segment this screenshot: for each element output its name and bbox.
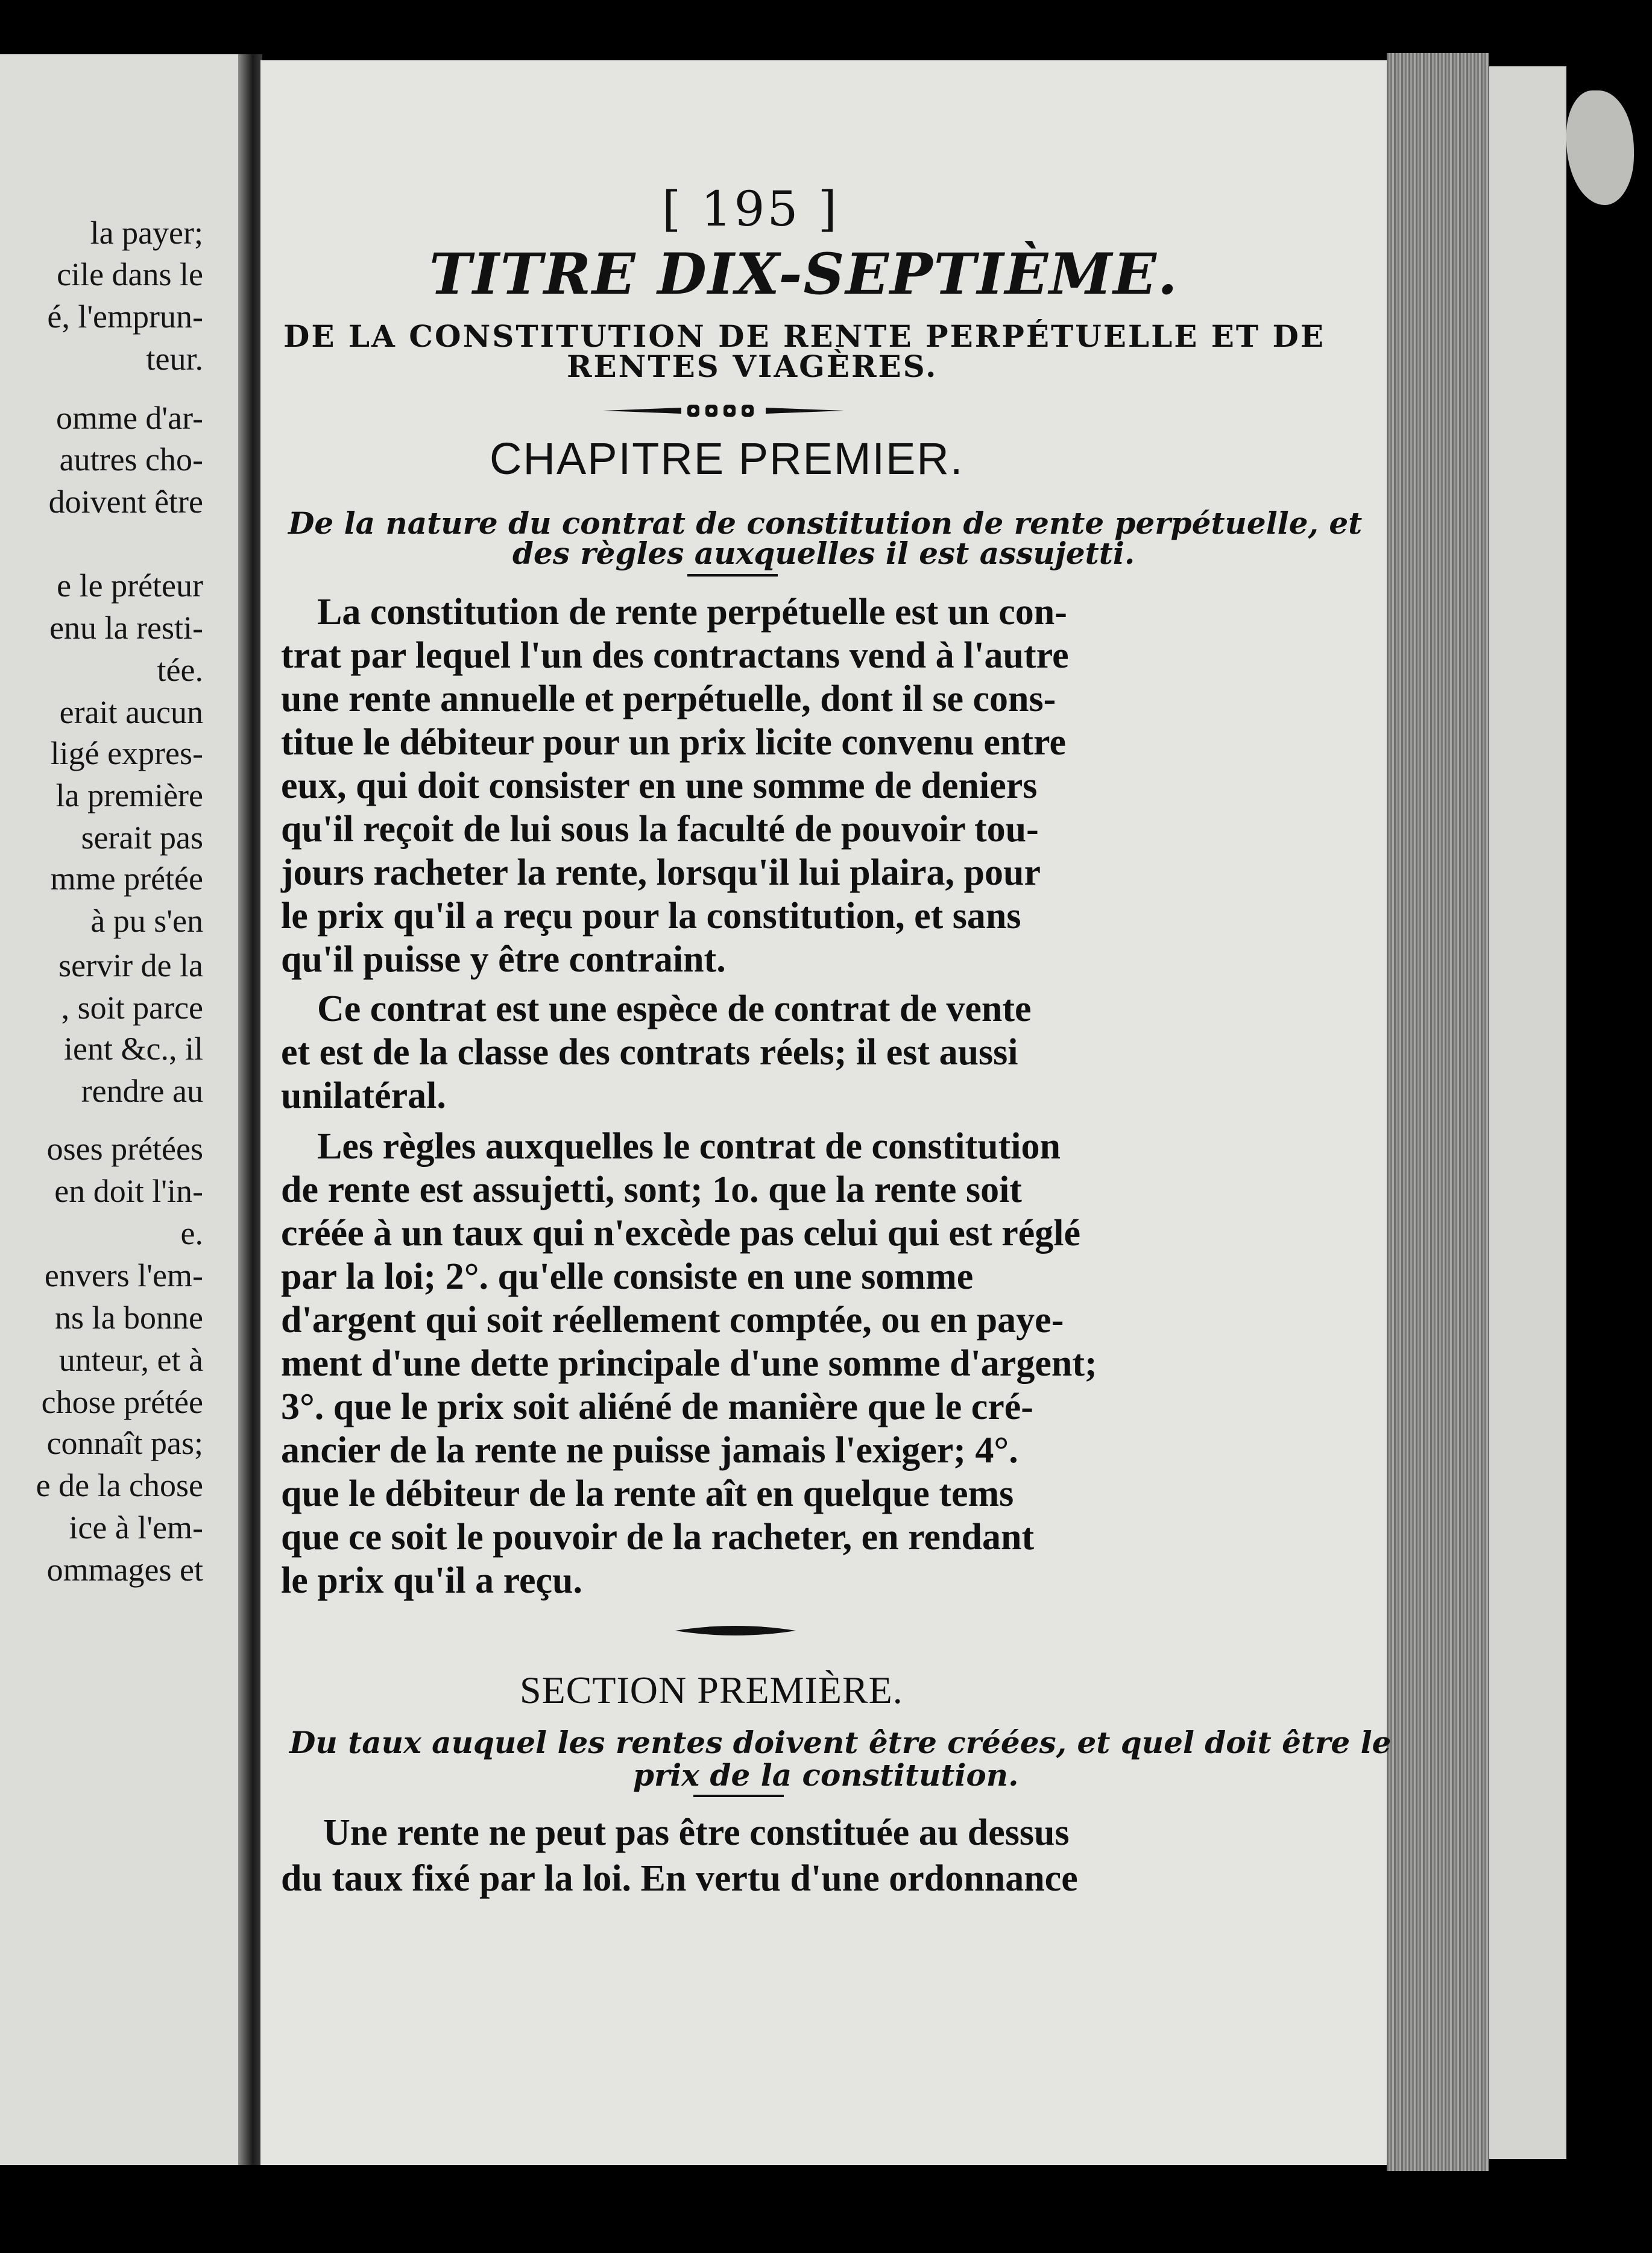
left-page-text-line: ns la bonne <box>55 1300 203 1336</box>
chapter-description-line: De la nature du contrat de constitution de rente perpétuelle, et <box>288 505 1363 541</box>
left-page-text-line: doivent être <box>48 484 203 520</box>
text-line: Les règles auxquelles le contrat de constitution <box>317 1126 1061 1167</box>
text-line: que le débiteur de la rente aît en quelque tems <box>281 1473 1014 1514</box>
chapter-title: CHAPITRE PREMIER. <box>490 434 964 484</box>
text-line: par la loi; 2°. qu'elle consiste en une somme <box>281 1256 974 1297</box>
left-page-text-line: en doit l'in- <box>54 1173 203 1209</box>
page-edge-stack <box>1387 53 1489 2171</box>
left-page-fragment <box>0 54 238 2165</box>
swell-rule <box>675 1623 796 1638</box>
left-page-text-line: ice à l'em- <box>69 1509 203 1546</box>
left-page-text-line: à pu s'en <box>90 903 203 939</box>
page-title: TITRE DIX-SEPTIÈME. <box>429 241 1179 308</box>
text-line: une rente annuelle et perpétuelle, dont il se cons- <box>281 678 1056 719</box>
left-page-text-line: ient &c., il <box>64 1031 203 1067</box>
text-line: eux, qui doit consister en une somme de deniers <box>281 765 1038 806</box>
left-page-text-line: enu la resti- <box>49 610 203 646</box>
section-description-line: Du taux auquel les rentes doivent être créées, et quel doit être le <box>289 1725 1392 1760</box>
left-page-text-line: oses prétées <box>46 1131 203 1167</box>
text-line: jours racheter la rente, lorsqu'il lui plaira, pour <box>281 852 1041 893</box>
text-line: le prix qu'il a reçu pour la constitution, et sans <box>281 896 1021 937</box>
left-page-text-line: connaît pas; <box>46 1425 203 1461</box>
text-line: Une rente ne peut pas être constituée au dessus <box>323 1812 1070 1853</box>
text-line: de rente est assujetti, sont; 1o. que la rente soit <box>281 1169 1022 1210</box>
section-title: SECTION PREMIÈRE. <box>520 1669 903 1711</box>
page-number: [ 195 ] <box>662 181 839 237</box>
left-page-text-line: omme d'ar- <box>55 400 203 436</box>
left-page-text-line: ligé expres- <box>50 735 203 771</box>
text-line: 3°. que le prix soit aliéné de manière que le cré- <box>281 1386 1033 1427</box>
left-page-text-line: la première <box>55 777 203 814</box>
text-line: le prix qu'il a reçu. <box>281 1560 583 1601</box>
left-page-text-line: teur. <box>146 341 203 377</box>
text-line: du taux fixé par la loi. En vertu d'une ordonnance <box>281 1858 1078 1899</box>
left-page-text-line: e. <box>180 1215 203 1251</box>
left-page-text-line: chose prétée <box>41 1384 203 1420</box>
text-line: d'argent qui soit réellement comptée, ou en paye- <box>281 1300 1064 1341</box>
left-page-text-line: , soit parce <box>61 990 203 1026</box>
left-page-text-line: envers l'em- <box>44 1257 203 1294</box>
short-rule <box>687 574 778 577</box>
text-line: ment d'une dette principale d'une somme d'argent; <box>281 1343 1097 1384</box>
text-line: créée à un taux qui n'excède pas celui qui est réglé <box>281 1213 1080 1254</box>
left-page-text-line: e de la chose <box>36 1467 203 1503</box>
left-page-text-line: rendre au <box>81 1073 203 1109</box>
left-page-text-line: ommages et <box>46 1552 203 1588</box>
text-line: La constitution de rente perpétuelle est un con- <box>317 592 1067 633</box>
section-description-line: prix de la constitution. <box>633 1757 1019 1793</box>
left-page-text-line: é, l'emprun- <box>47 299 203 335</box>
chapter-description-line: des règles auxquelles il est assujetti. <box>512 536 1135 571</box>
text-line: unilatéral. <box>281 1075 446 1116</box>
page-edge-strip <box>1489 66 1566 2159</box>
ornament-divider <box>603 403 844 419</box>
left-page-text-line: autres cho- <box>59 441 203 478</box>
left-page-text-line: tée. <box>157 652 203 688</box>
book-gutter <box>238 54 262 2165</box>
text-line: trat par lequel l'un des contractans vend à l'autre <box>281 635 1069 676</box>
left-page-text-line: mme prétée <box>50 861 203 897</box>
text-line: ancier de la rente ne puisse jamais l'exiger; 4°. <box>281 1430 1018 1471</box>
torn-corner <box>1566 90 1634 205</box>
left-page-text-line: unteur, et à <box>58 1342 203 1378</box>
left-page-text-line: cile dans le <box>57 256 203 292</box>
left-page-text-line: erait aucun <box>59 694 203 730</box>
text-line: titue le débiteur pour un prix licite convenu entre <box>281 722 1066 763</box>
left-page-text-line: serait pas <box>81 820 203 856</box>
text-line: que ce soit le pouvoir de la racheter, en rendant <box>281 1517 1035 1558</box>
left-page-text-line: e le préteur <box>57 567 203 604</box>
text-line: qu'il puisse y être contraint. <box>281 939 726 980</box>
text-line: qu'il reçoit de lui sous la faculté de pouvoir tou- <box>281 809 1039 850</box>
text-line: et est de la classe des contrats réels; il est aussi <box>281 1032 1018 1073</box>
left-page-text-line: servir de la <box>58 947 203 984</box>
left-page-text-line: la payer; <box>90 215 203 251</box>
subtitle-line: DE LA CONSTITUTION DE RENTE PERPÉTUELLE ET DE <box>283 318 1325 354</box>
short-rule <box>693 1795 784 1797</box>
subtitle-line: RENTES VIAGÈRES. <box>567 349 938 384</box>
text-line: Ce contrat est une espèce de contrat de vente <box>317 988 1032 1029</box>
